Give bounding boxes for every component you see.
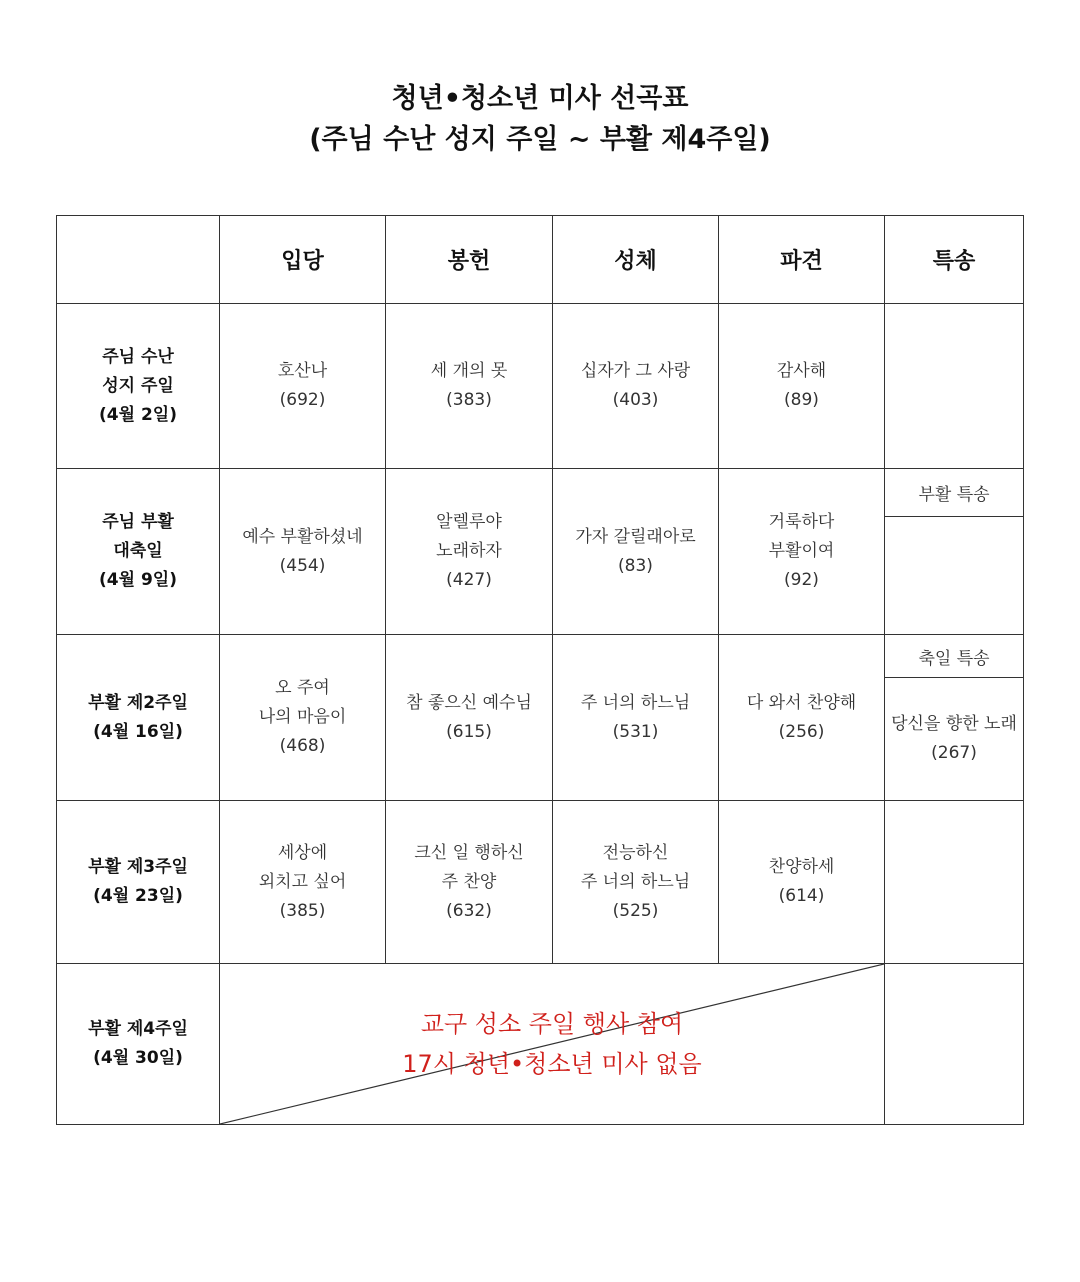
row-label: 주님 수난 성지 주일 (4월 2일) [57, 304, 220, 469]
entrance-song: 오 주여 나의 마음이 (468) [220, 635, 386, 801]
table-row [57, 801, 1024, 964]
offertory-song: 세 개의 못 (383) [386, 304, 553, 469]
special-song-header: 축일 특송 [885, 635, 1024, 678]
notice-cell [220, 964, 885, 1125]
header-corner [57, 216, 220, 304]
header-entrance: 입당 [220, 216, 386, 304]
header-offertory: 봉헌 [386, 216, 553, 304]
table-row [57, 964, 1024, 1125]
special-song-empty [885, 801, 1024, 964]
title-line-2: (주님 수난 성지 주일 ~ 부활 제4주일) [309, 124, 771, 155]
row-label: 부활 제4주일 (4월 30일) [57, 964, 220, 1125]
special-song-empty [885, 304, 1024, 469]
special-song-empty [885, 517, 1024, 635]
row-label: 부활 제3주일 (4월 23일) [57, 801, 220, 964]
header-communion: 성체 [553, 216, 719, 304]
notice-line-2: 17시 청년•청소년 미사 없음 [402, 1050, 702, 1078]
notice-text [220, 1004, 884, 1084]
dismissal-song: 거룩하다 부활이여 (92) [719, 469, 885, 635]
table-row [57, 469, 1024, 517]
offertory-song: 크신 일 행하신 주 찬양 (632) [386, 801, 553, 964]
offertory-song: 참 좋으신 예수님 (615) [386, 635, 553, 801]
special-song-empty [885, 964, 1024, 1125]
communion-song: 전능하신 주 너의 하느님 (525) [553, 801, 719, 964]
communion-song: 십자가 그 사랑 (403) [553, 304, 719, 469]
special-song: 당신을 향한 노래 (267) [885, 678, 1024, 801]
offertory-song: 알렐루야 노래하자 (427) [386, 469, 553, 635]
entrance-song: 호산나 (692) [220, 304, 386, 469]
dismissal-song: 찬양하세 (614) [719, 801, 885, 964]
header-dismissal: 파견 [719, 216, 885, 304]
table-row [57, 304, 1024, 469]
table-row [57, 635, 1024, 678]
header-row [57, 216, 1024, 304]
title-line-1: 청년•청소년 미사 선곡표 [391, 83, 689, 114]
communion-song: 가자 갈릴래아로 (83) [553, 469, 719, 635]
header-special: 특송 [885, 216, 1024, 304]
entrance-song: 세상에 외치고 싶어 (385) [220, 801, 386, 964]
dismissal-song: 다 와서 찬양해 (256) [719, 635, 885, 801]
row-label: 주님 부활 대축일 (4월 9일) [57, 469, 220, 635]
dismissal-song: 감사해 (89) [719, 304, 885, 469]
row-label: 부활 제2주일 (4월 16일) [57, 635, 220, 801]
entrance-song: 예수 부활하셨네 (454) [220, 469, 386, 635]
song-schedule-table [56, 215, 1024, 1125]
notice-line-1: 교구 성소 주일 행사 참여 [420, 1010, 684, 1038]
communion-song: 주 너의 하느님 (531) [553, 635, 719, 801]
document-title [0, 78, 1080, 160]
special-song-header: 부활 특송 [885, 469, 1024, 517]
